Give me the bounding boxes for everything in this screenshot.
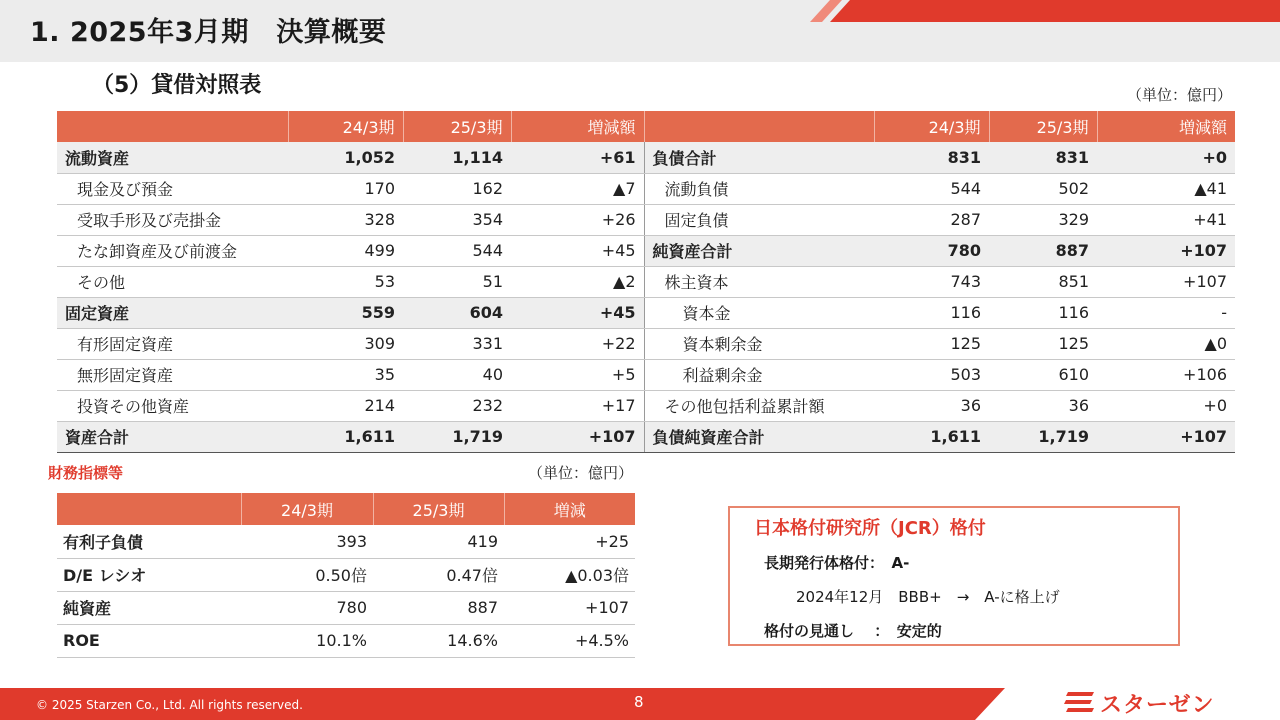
table-row [57, 173, 1235, 204]
row-value: 544 [403, 235, 511, 266]
row-value: 559 [288, 297, 403, 328]
starzen-logo-icon [1064, 690, 1096, 716]
jcr-long-term-rating: 長期発行体格付： A- [764, 554, 910, 572]
row-value: 328 [288, 204, 403, 235]
row-diff: +17 [511, 390, 644, 421]
financial-indicators-title: 財務指標等 [48, 464, 124, 482]
row-label: 負債純資産合計 [644, 421, 874, 452]
row-value: 36 [989, 390, 1097, 421]
row-value: 53 [288, 266, 403, 297]
row-value: 502 [989, 173, 1097, 204]
row-label: 純資産 [57, 591, 241, 624]
financial-indicators-table [57, 493, 635, 658]
row-value: 40 [403, 359, 511, 390]
row-label: 現金及び預金 [57, 173, 288, 204]
row-value: 125 [989, 328, 1097, 359]
row-value: 1,719 [989, 421, 1097, 452]
row-diff: +4.5% [504, 624, 635, 657]
row-diff: +26 [511, 204, 644, 235]
row-value: 232 [403, 390, 511, 421]
table-row [57, 204, 1235, 235]
row-value: 419 [373, 525, 504, 558]
row-label: 固定負債 [644, 204, 874, 235]
row-value: 503 [874, 359, 989, 390]
row-value: 354 [403, 204, 511, 235]
table-row [57, 328, 1235, 359]
row-value: 14.6% [373, 624, 504, 657]
row-label: 投資その他資産 [57, 390, 288, 421]
table-row [57, 525, 635, 558]
row-value: 329 [989, 204, 1097, 235]
balance-sheet-header [57, 111, 1235, 142]
row-value: 393 [241, 525, 373, 558]
col-header-prev: 24/3期 [288, 111, 403, 142]
row-diff: +5 [511, 359, 644, 390]
row-label: 負債合計 [644, 142, 874, 173]
row-label: 有利子負債 [57, 525, 241, 558]
row-diff: ▲2 [511, 266, 644, 297]
copyright: © 2025 Starzen Co., Ltd. All rights reserved. [36, 698, 303, 712]
row-diff: ▲0 [1097, 328, 1235, 359]
row-label: 利益剰余金 [644, 359, 874, 390]
row-label: 無形固定資産 [57, 359, 288, 390]
row-value: 309 [288, 328, 403, 359]
row-value: 170 [288, 173, 403, 204]
row-diff: +107 [504, 591, 635, 624]
table-row [57, 591, 635, 624]
unit-label: （単位：億円） [1126, 86, 1232, 104]
header-blank [57, 493, 241, 525]
row-value: 1,719 [403, 421, 511, 452]
table-row [57, 142, 1235, 173]
row-value: 214 [288, 390, 403, 421]
table-row [57, 235, 1235, 266]
row-label: ROE [57, 624, 241, 657]
row-diff: ▲7 [511, 173, 644, 204]
row-value: 743 [874, 266, 989, 297]
row-diff: +45 [511, 297, 644, 328]
col-header-diff: 増減額 [1097, 111, 1235, 142]
row-value: 116 [989, 297, 1097, 328]
row-value: 1,611 [874, 421, 989, 452]
row-value: 780 [874, 235, 989, 266]
row-diff: +41 [1097, 204, 1235, 235]
row-value: 331 [403, 328, 511, 359]
row-diff: +25 [504, 525, 635, 558]
row-label: 流動資産 [57, 142, 288, 173]
row-value: 35 [288, 359, 403, 390]
financial-indicators-header [57, 493, 635, 525]
table-row [57, 558, 635, 591]
row-label: 株主資本 [644, 266, 874, 297]
jcr-outlook: 格付の見通し ： 安定的 [764, 622, 942, 640]
row-value: 10.1% [241, 624, 373, 657]
row-label: 流動負債 [644, 173, 874, 204]
table-row [57, 359, 1235, 390]
col-header-curr: 25/3期 [373, 493, 504, 525]
row-value: 780 [241, 591, 373, 624]
row-label: D/E レシオ [57, 558, 241, 591]
row-diff: - [1097, 297, 1235, 328]
row-value: 287 [874, 204, 989, 235]
row-value: 831 [874, 142, 989, 173]
row-diff: +107 [1097, 266, 1235, 297]
row-diff: +45 [511, 235, 644, 266]
row-value: 1,114 [403, 142, 511, 173]
row-label: 固定資産 [57, 297, 288, 328]
row-value: 851 [989, 266, 1097, 297]
row-label: 資本金 [644, 297, 874, 328]
row-value: 610 [989, 359, 1097, 390]
row-value: 499 [288, 235, 403, 266]
row-label: たな卸資産及び前渡金 [57, 235, 288, 266]
row-value: 116 [874, 297, 989, 328]
row-value: 0.47倍 [373, 558, 504, 591]
row-value: 604 [403, 297, 511, 328]
col-header-curr: 25/3期 [403, 111, 511, 142]
jcr-upgrade-note: 2024年12月 BBB+ → A-に格上げ [796, 588, 1060, 606]
row-value: 1,611 [288, 421, 403, 452]
row-diff: +0 [1097, 142, 1235, 173]
row-label: その他包括利益累計額 [644, 390, 874, 421]
row-value: 51 [403, 266, 511, 297]
page-title: 1. 2025年3月期 決算概要 [30, 17, 387, 48]
starzen-logo-text: スターゼン [1100, 693, 1215, 718]
row-value: 544 [874, 173, 989, 204]
col-header-prev: 24/3期 [874, 111, 989, 142]
row-value: 0.50倍 [241, 558, 373, 591]
col-header-curr: 25/3期 [989, 111, 1097, 142]
row-label: 資産合計 [57, 421, 288, 452]
section-title: （5）貸借対照表 [92, 73, 262, 98]
row-diff: +22 [511, 328, 644, 359]
row-diff: ▲41 [1097, 173, 1235, 204]
page-number: 8 [634, 693, 644, 711]
col-header-diff: 増減額 [511, 111, 644, 142]
balance-sheet-table [57, 111, 1235, 453]
row-label: 受取手形及び売掛金 [57, 204, 288, 235]
header-blank [57, 111, 288, 142]
row-value: 125 [874, 328, 989, 359]
row-label: その他 [57, 266, 288, 297]
row-label: 純資産合計 [644, 235, 874, 266]
row-diff: +107 [1097, 235, 1235, 266]
row-value: 887 [989, 235, 1097, 266]
row-label: 有形固定資産 [57, 328, 288, 359]
col-header-prev: 24/3期 [241, 493, 373, 525]
col-header-diff: 増減 [504, 493, 635, 525]
row-value: 162 [403, 173, 511, 204]
table-row [57, 421, 1235, 452]
row-diff: +0 [1097, 390, 1235, 421]
row-label: 資本剰余金 [644, 328, 874, 359]
table-row [57, 390, 1235, 421]
table-row [57, 624, 635, 657]
financial-indicators-unit: （単位：億円） [528, 464, 634, 482]
header-blank [644, 111, 874, 142]
row-diff: ▲0.03倍 [504, 558, 635, 591]
table-row [57, 266, 1235, 297]
row-value: 36 [874, 390, 989, 421]
row-diff: +107 [511, 421, 644, 452]
jcr-rating-box [728, 506, 1180, 646]
row-value: 831 [989, 142, 1097, 173]
row-value: 887 [373, 591, 504, 624]
row-diff: +61 [511, 142, 644, 173]
row-diff: +106 [1097, 359, 1235, 390]
table-row [57, 297, 1235, 328]
row-value: 1,052 [288, 142, 403, 173]
row-diff: +107 [1097, 421, 1235, 452]
jcr-title: 日本格付研究所（JCR）格付 [754, 518, 986, 539]
